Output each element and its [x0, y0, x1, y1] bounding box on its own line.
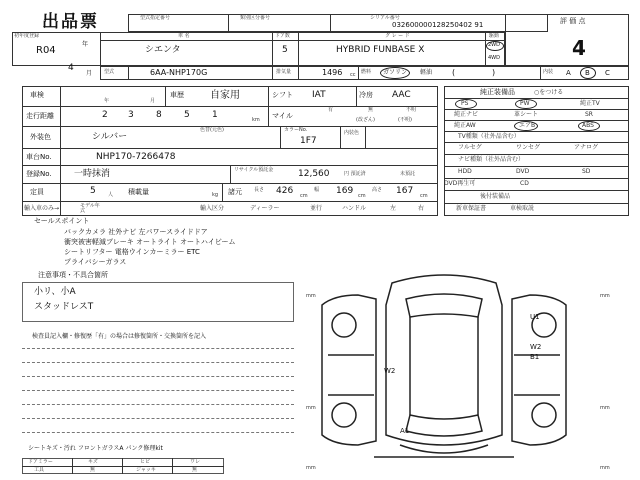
- displacement-unit: cc: [350, 72, 356, 78]
- mm-label-mid-right: mm: [600, 405, 610, 411]
- fuel-label: 燃料: [361, 69, 372, 75]
- mileage-unit: km: [252, 117, 260, 123]
- mm-label-top-right: mm: [600, 293, 610, 299]
- interior-grade-a: A: [566, 69, 571, 77]
- opt-airbag: エアB: [519, 122, 536, 129]
- first-reg-era-year: R04: [36, 45, 56, 56]
- load-label: 積載量: [128, 188, 149, 196]
- navi-dvd: DVD: [516, 168, 530, 175]
- sales-point-label: セールスポイント: [34, 217, 90, 225]
- opt-tv: 純正TV: [580, 100, 600, 107]
- recycle-fee: 12,560: [298, 169, 330, 179]
- height-label: 高さ: [372, 187, 383, 193]
- interior-label: 内装: [543, 69, 554, 75]
- opt-ps: PS: [461, 100, 469, 107]
- car-name-label: 車 名: [178, 33, 190, 39]
- chassis-number: NHP170-7266478: [96, 152, 176, 162]
- mm-label-bottom-left: mm: [306, 465, 316, 471]
- width-unit: cm: [358, 193, 366, 199]
- opt-pw: PW: [520, 100, 530, 107]
- damage-mark-w2-right: W2: [530, 343, 542, 351]
- drive-4wd: 4WD: [488, 55, 500, 61]
- interior-grade-c: C: [605, 69, 610, 77]
- dvd-playback: DVD再生可: [444, 180, 476, 187]
- navi-label: ナビ種類（社外品含む）: [458, 156, 525, 163]
- mile-opt-unknown: 不明: [406, 107, 417, 113]
- interior-color-label: 内装色: [344, 130, 360, 136]
- header-class-label: 類別区分番号: [240, 15, 271, 21]
- opt-abs: ABS: [582, 122, 594, 129]
- length: 426: [276, 186, 294, 196]
- mileage-label: 走行距離: [26, 112, 54, 120]
- import-parallel: 並行: [310, 205, 323, 212]
- capacity-unit: 人: [108, 192, 114, 198]
- mile-sub-altered: (改ざん): [356, 117, 375, 123]
- usage: 自家用: [210, 90, 240, 101]
- opt-leather: 革シート: [514, 111, 539, 118]
- ac-label: 冷房: [359, 91, 373, 99]
- fuel-paren-open: (: [452, 68, 456, 77]
- import-right: 右: [418, 205, 425, 212]
- registration-label: 登録No.: [26, 170, 52, 178]
- load-unit: kg: [212, 192, 219, 198]
- recycle-not-deposited: 未預託: [400, 171, 416, 177]
- navi-sd: SD: [582, 168, 591, 175]
- shift: IAT: [312, 90, 326, 100]
- defect-value-scratch: 無: [90, 467, 96, 473]
- color-change-label: 色替(元色): [200, 127, 224, 133]
- tv-analog: アナログ: [574, 144, 599, 151]
- opt-aw: 純正AW: [454, 122, 476, 129]
- recycle-deposited: 円 預託済: [344, 171, 366, 177]
- cd-label: CD: [520, 180, 529, 187]
- inspection-month-unit: 月: [150, 98, 156, 104]
- fuel-light-oil: 軽油: [420, 69, 433, 76]
- note-line-1: 小リ、小A: [34, 287, 76, 297]
- sales-point-2: 衝突被害軽減ブレーキ オートライト オートハイビーム: [64, 238, 236, 246]
- defect-header-break: ワレ: [190, 459, 201, 465]
- usage-label: 車歴: [170, 91, 184, 99]
- ac: AAC: [392, 90, 411, 100]
- damage-mark-u1: U1: [530, 313, 540, 321]
- defect-line: シートキズ・汚れ フロントガラスA パンク修理kit: [28, 445, 163, 452]
- serial-number: 032600000128250402 91: [392, 21, 484, 29]
- mileage-digit-1: 2: [102, 110, 108, 120]
- length-unit: cm: [300, 193, 308, 199]
- aftermarket-warranty: 新車保証書: [456, 205, 487, 212]
- defect-header-mirror: ドアミラー: [28, 459, 53, 465]
- car-name: シエンタ: [145, 45, 181, 55]
- tv-one: ワンセグ: [516, 144, 541, 151]
- options-label: 純正装備品: [480, 88, 515, 96]
- displacement: 1496: [322, 68, 343, 77]
- capacity-label: 定員: [30, 188, 44, 196]
- door-label: ドア数: [275, 33, 290, 39]
- color-code: 1F7: [300, 136, 317, 146]
- sheet-title: 出品票: [42, 12, 99, 32]
- mm-label-top-left: mm: [306, 293, 316, 299]
- first-reg-label: 初年度登録: [14, 33, 40, 39]
- tv-full: フルセグ: [458, 144, 482, 151]
- score-value: 4: [572, 36, 586, 60]
- inspection-year-unit: 年: [104, 98, 110, 104]
- import-dealer: ディーラー: [250, 205, 280, 212]
- inspector-note-label: 検査員記入欄・修復歴「有」の場合は修復箇所・交換箇所を記入: [32, 333, 207, 340]
- drive-2wd: 2WD: [488, 42, 500, 48]
- displacement-label: 排気量: [276, 69, 292, 75]
- defect-value-break: 無: [192, 467, 198, 473]
- door-count: 5: [282, 45, 288, 55]
- width: 169: [336, 186, 354, 196]
- first-reg-month: 4: [68, 63, 74, 73]
- height-unit: cm: [420, 193, 428, 199]
- import-type-label: 輸入区分: [200, 205, 225, 212]
- opt-navi: 純正ナビ: [454, 111, 479, 118]
- recycle-label: リサイクル預託金: [234, 167, 274, 173]
- aftermarket-manual: 車検取説: [510, 205, 535, 212]
- model-year-label: モデル年式: [80, 203, 100, 214]
- length-label: 長さ: [254, 187, 265, 193]
- mm-label-mid-left: mm: [306, 405, 316, 411]
- fuel-gasoline: ガソリン: [383, 69, 408, 76]
- mile-sub-unknown: (不明): [398, 117, 412, 123]
- color-label: 外装色: [30, 133, 51, 141]
- mile-opt-no: 無: [368, 107, 374, 113]
- note-line-2: スタッドレスT: [34, 302, 94, 312]
- damage-mark-w2-left: W2: [384, 367, 396, 375]
- drive-label: 駆動: [489, 33, 500, 39]
- capacity: 5: [90, 186, 96, 196]
- mileage-digit-5: 1: [212, 110, 218, 120]
- shift-label: シフト: [272, 91, 293, 99]
- mile-opt-yes: 有: [328, 107, 334, 113]
- mile-label: マイル: [272, 112, 293, 120]
- grade: HYBRID FUNBASE X: [336, 45, 425, 55]
- sales-point-4: プライバシーガラス: [64, 258, 127, 266]
- opt-sr: SR: [585, 111, 593, 118]
- damage-mark-a1: A1: [400, 427, 410, 435]
- grade-label: グ レ ー ド: [385, 33, 410, 39]
- height: 167: [396, 186, 414, 196]
- model-code: 6AA-NHP170G: [150, 68, 208, 77]
- damage-mark-b1: B1: [530, 353, 540, 361]
- notes-label: 注意事項・不具合箇所: [38, 271, 108, 279]
- color-code-label: カラーNo.: [284, 127, 308, 133]
- registration: 一時抹消: [74, 169, 111, 179]
- dimension-label: 諸元: [228, 188, 242, 196]
- tv-label: TV種類（社外品含む）: [458, 133, 520, 140]
- sales-point-3: シートリフター 電格ウインカーミラー ETC: [64, 248, 200, 256]
- interior-grade-b: B: [585, 69, 590, 77]
- navi-hdd: HDD: [458, 168, 472, 175]
- defect-value-jack: ジャッキ: [136, 467, 156, 473]
- month-suffix: 月: [86, 70, 93, 77]
- defect-header-scratch: キズ: [88, 459, 98, 465]
- inspection-label: 車検: [30, 91, 44, 99]
- year-suffix: 年: [82, 41, 89, 48]
- defect-value-tool: 工具: [34, 467, 45, 473]
- fuel-paren-close: ): [492, 68, 496, 77]
- chassis-label: 車台No.: [26, 153, 52, 161]
- car-body-diagram: [314, 265, 574, 475]
- width-label: 幅: [314, 187, 320, 193]
- import-left: 左: [390, 205, 397, 212]
- options-note: ○をつける: [534, 89, 564, 96]
- mileage-digit-4: 5: [184, 110, 190, 120]
- header-type-label: 型式指定番号: [140, 15, 171, 21]
- mileage-digit-3: 8: [156, 110, 162, 120]
- sales-point-1: バックカメラ 社外ナビ 左パワースライドドア: [64, 228, 208, 236]
- header-serial-label: シリアル番号: [370, 15, 400, 21]
- score-label: 評 価 点: [560, 17, 586, 25]
- model-label: 型式: [104, 69, 115, 75]
- mileage-digit-2: 3: [128, 110, 134, 120]
- aftermarket-label: 後付装備品: [480, 193, 511, 200]
- import-label: 輸入車のみ→: [24, 205, 60, 212]
- defect-header-crack: ヒビ: [140, 459, 151, 465]
- import-handle: ハンドル: [342, 205, 367, 212]
- exterior-color: シルバー: [92, 132, 128, 142]
- mm-label-bottom-right: mm: [600, 465, 610, 471]
